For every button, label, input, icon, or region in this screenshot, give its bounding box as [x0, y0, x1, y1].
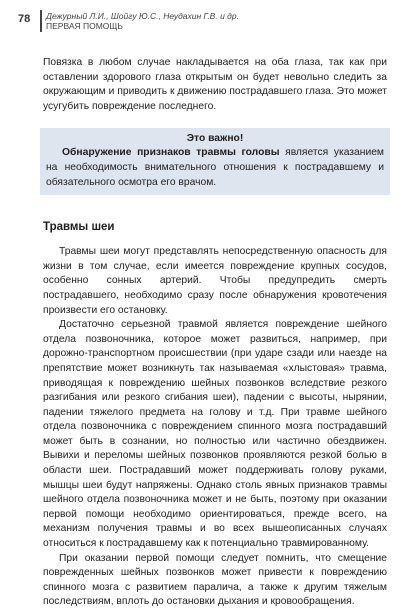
section-paragraph-2: Достаточно серьезной травмой является повреждение шейного отдела позвоночника, которое может развиться, например, при дорожно-транспортном происшествии (при ударе сзади или наезде на препятствие может возникнуть так называемая «хлыстовая» травма, приводящая к повреждению шейных позвонков вследствие резкого разгибания или резкого сгибания шеи), падении с высоты, нырянии, падении тяжелого предмета на голову и т.д. При травме шейного отдела позвоночника с повреждением спинного мозга пострадавший может быть в сознании, но полностью или частично обездвижен. Вывихи и переломы шейных позвонков проявляются резкой болью в области шеи. Пострадавший может поддерживать голову руками, мышцы шеи будут напряжены. Однако столь явных признаков травмы шейного отдела позвоночника может и не быть, поэтому при оказании первой помощи необходимо ориентироваться, прежде всего, на механизм получения травмы и во всех вышеописанных случаях относиться к пострадавшему как к потенциально травмированному.: [43, 319, 387, 550]
section-title: Травмы шеи: [43, 221, 115, 234]
page-content: [43, 56, 387, 610]
running-header: [46, 11, 239, 31]
page-header: [10, 10, 404, 36]
intro-paragraph: Повязка в любом случае накладывается на оба глаза, так как при оставлении здорового глаза открытым он будет невольно следить за окружающим и приводить к движению пострадавшего глаза. Это может усугубить повреждение последнего.: [43, 57, 387, 112]
header-book-title: ПЕРВАЯ ПОМОЩЬ: [46, 21, 123, 31]
header-authors: Дежурный Л.И., Шойгу Ю.С., Неудахин Г.В. и др.: [46, 11, 239, 21]
notice-title: Это важно!: [186, 133, 244, 145]
page-number: 78: [18, 13, 31, 25]
notice-text: [46, 146, 384, 190]
notice-body: является указанием на необходимость внимательного отношения к пострадавшему и обязательного осмотра его врачом.: [46, 147, 385, 188]
notice-bold-lead: Обнаружение признаков травмы головы: [62, 147, 280, 159]
section-paragraph-3: При оказании первой помощи следует помнить, что смещение поврежденных шейных позвонков может привести к повреждению спинного мозга с развитием паралича, а также к другим тяжелым последствиям, вплоть до остановки дыхания и кровообращения.: [43, 552, 387, 608]
important-notice-box: [40, 128, 390, 195]
section-paragraph-1: Травмы шеи могут представлять непосредственную опасность для жизни в том случае, если имеется повреждение крупных сосудов, особенно сонных артерий. Чтобы предупредить смерть пострадавшего, необходимо сразу после обнаружения кровотечения произвести его остановку.: [43, 246, 387, 316]
header-divider: [40, 10, 42, 32]
